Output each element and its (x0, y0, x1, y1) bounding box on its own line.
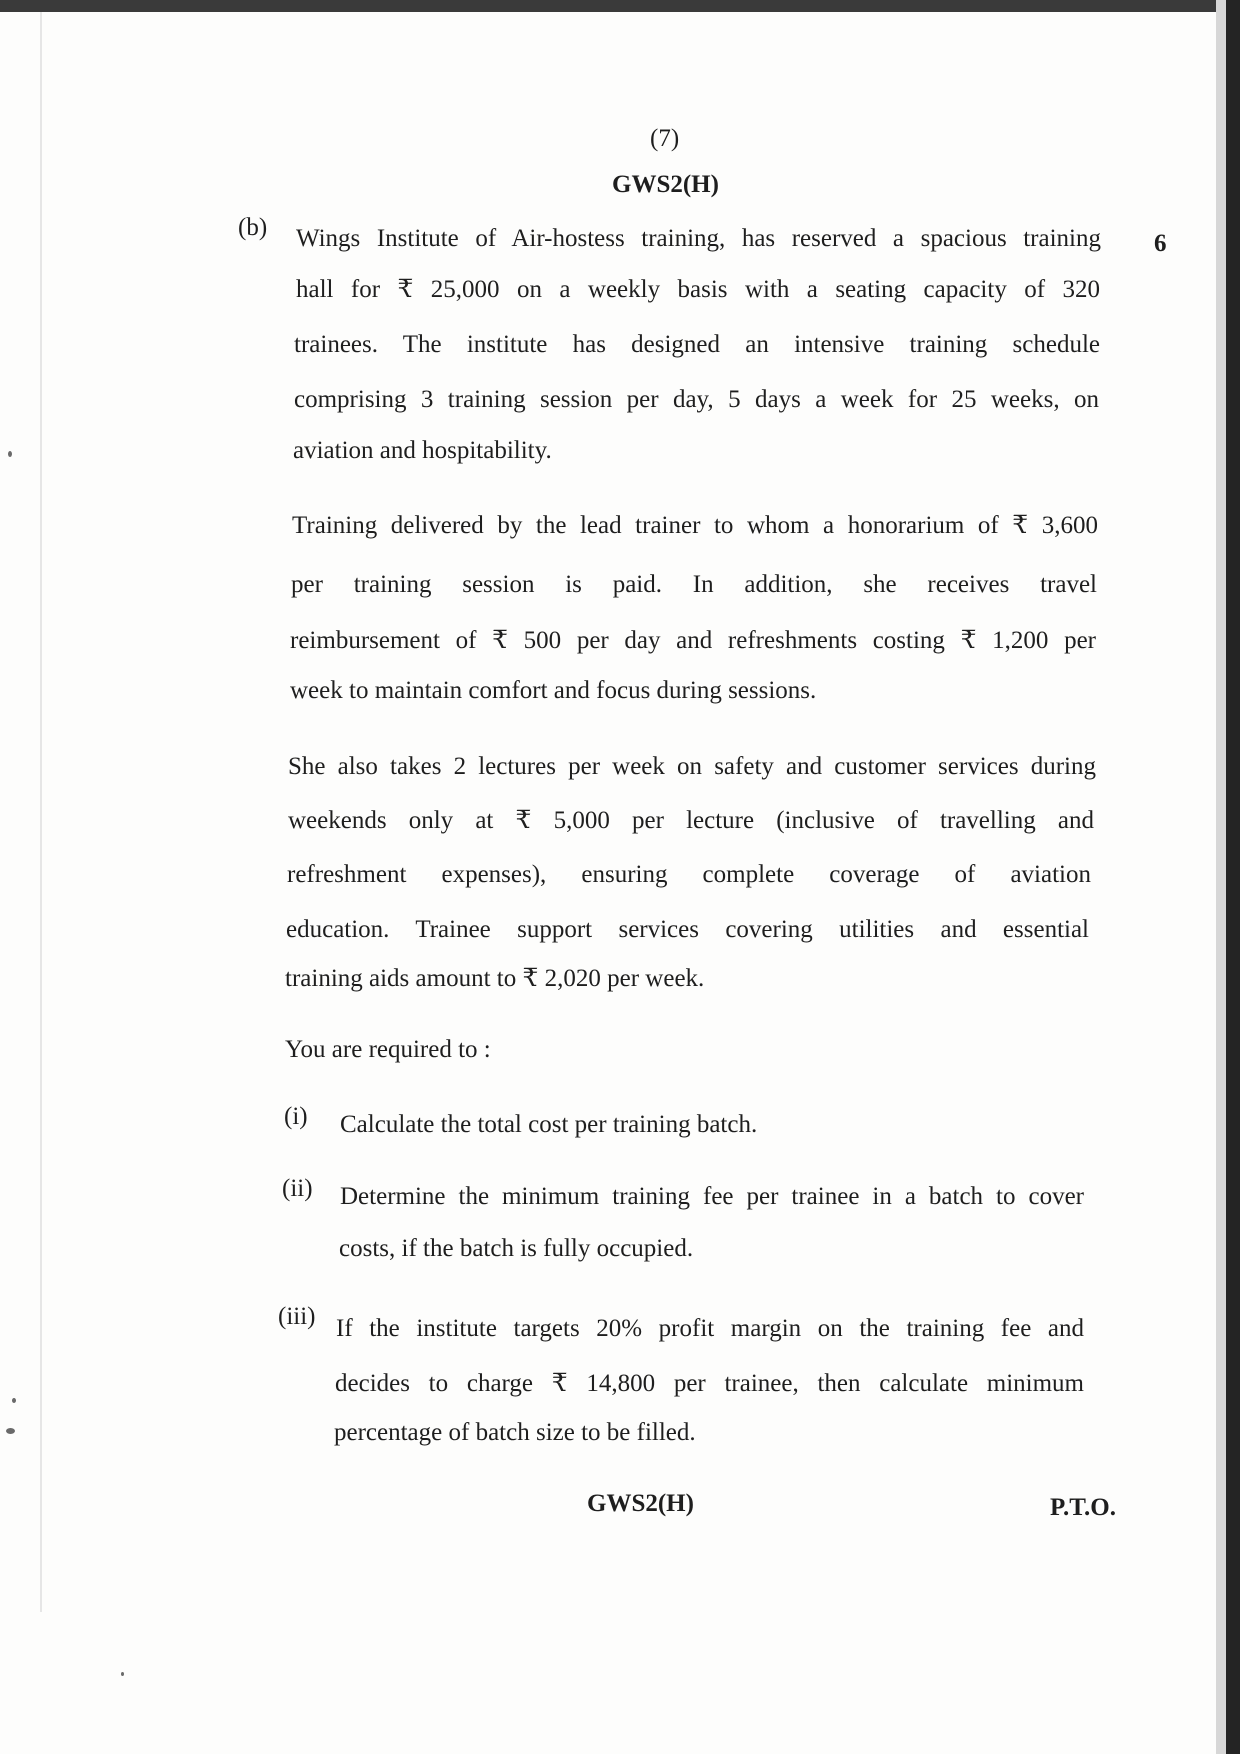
para3-line: weekends only at ₹ 5,000 per lecture (inclusive of travelling and (288, 807, 1094, 834)
para3-line: training aids amount to ₹ 2,020 per week. (285, 965, 705, 992)
para2-line: per training session is paid. In addition, she receives travel (291, 571, 1097, 598)
part-line: costs, if the batch is fully occupied. (339, 1235, 694, 1262)
para2-line: Training delivered by the lead trainer to whom a honorarium of ₹ 3,600 (292, 512, 1098, 539)
scan-top-edge (0, 0, 1240, 12)
part-line: decides to charge ₹ 14,800 per trainee, then calculate minimum (335, 1370, 1084, 1397)
part-line: If the institute targets 20% profit margin on the training fee and (336, 1315, 1084, 1342)
part-line: Determine the minimum training fee per trainee in a batch to cover (340, 1183, 1084, 1210)
marks: 6 (1154, 230, 1167, 257)
scan-speck (121, 1672, 124, 1676)
para1-line: hall for ₹ 25,000 on a weekly basis with a seating capacity of 320 (296, 276, 1100, 303)
para1-line: trainees. The institute has designed an intensive training schedule (294, 331, 1100, 358)
required-intro: You are required to : (285, 1036, 491, 1063)
part-line: Calculate the total cost per training batch. (340, 1111, 758, 1138)
para3-line: education. Trainee support services covering utilities and essential (286, 916, 1089, 943)
part-label: (i) (284, 1103, 308, 1130)
pto-label: P.T.O. (1050, 1494, 1116, 1521)
part-line: percentage of batch size to be filled. (334, 1419, 696, 1446)
scan-right-shadow (1226, 0, 1240, 1754)
question-label: (b) (238, 214, 268, 241)
scan-right-shadow-soft (1216, 0, 1226, 1754)
scan-speck (12, 1398, 16, 1403)
scan-speck (6, 1428, 15, 1434)
para1-line: Wings Institute of Air-hostess training, has reserved a spacious training (296, 225, 1101, 252)
para1-line: aviation and hospitability. (293, 437, 552, 464)
para2-line: reimbursement of ₹ 500 per day and refreshments costing ₹ 1,200 per (290, 627, 1096, 654)
page-fold-line (40, 12, 42, 1612)
part-label: (iii) (278, 1303, 316, 1330)
scan-speck (8, 451, 12, 457)
page-number: (7) (650, 125, 680, 152)
paper-code-footer: GWS2(H) (587, 1490, 694, 1517)
para1-line: comprising 3 training session per day, 5 days a week for 25 weeks, on (294, 386, 1099, 413)
para2-line: week to maintain comfort and focus during sessions. (290, 677, 817, 704)
paper-code-header: GWS2(H) (612, 171, 719, 198)
para3-line: refreshment expenses), ensuring complete coverage of aviation (287, 861, 1091, 888)
para3-line: She also takes 2 lectures per week on safety and customer services during (288, 753, 1096, 780)
part-label: (ii) (282, 1175, 313, 1202)
